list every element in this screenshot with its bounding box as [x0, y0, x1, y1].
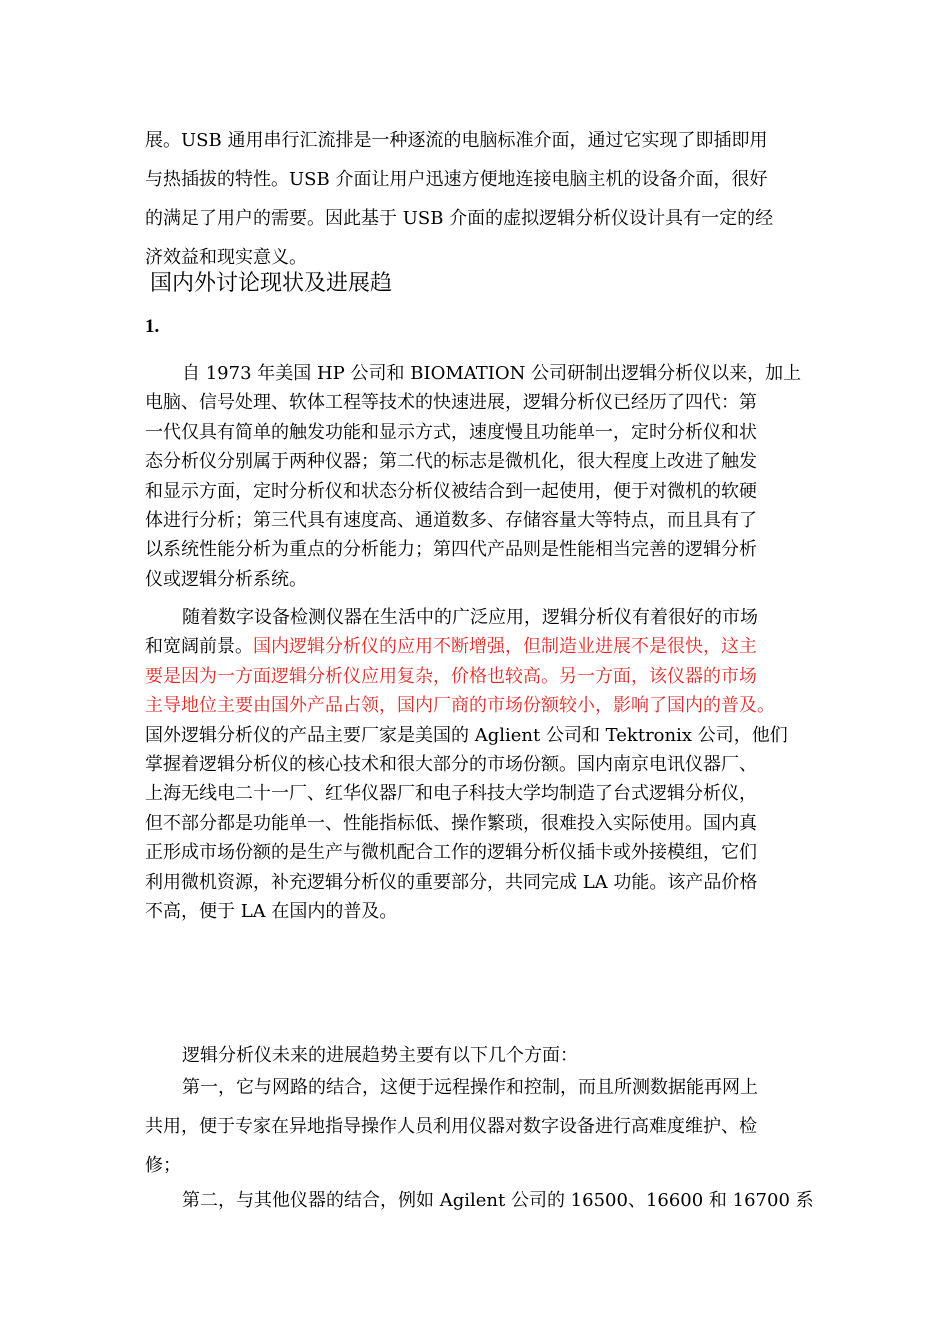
intro-paragraph: [145, 121, 815, 277]
highlighted-text: 国内逻辑分析仪的应用不断增强，但制造业进展不是很快，这主: [253, 636, 757, 658]
paragraph-line: 第一，它与网路的结合，这便于远程操作和控制，而且所测数据能再网上: [182, 1077, 758, 1098]
paragraph-line: 正形成市场份额的是生产与微机配合工作的逻辑分析仪插卡或外接模组，它们: [145, 842, 757, 864]
paragraph-line: 利用微机资源，补充逻辑分析仪的重要部分，共同完成 LA 功能。该产品价格: [145, 871, 758, 893]
paragraph-line: 不高，便于 LA 在国内的普及。: [145, 901, 398, 923]
trend-first-paragraph: [145, 1068, 815, 1185]
paragraph-line: 国外逻辑分析仪的产品主要厂家是美国的 Aglient 公司和 Tektronix 公司，他们: [145, 724, 788, 746]
paragraph-line: 共用，便于专家在异地指导操作人员利用仪器对数字设备进行高难度维护、检: [145, 1116, 757, 1137]
paragraph-line: 和显示方面，定时分析仪和状态分析仪被结合到一起使用，便于对微机的软硬: [145, 480, 757, 502]
intro-line: 展。USB 通用串行汇流排是一种逐流的电脑标准介面，通过它实现了即插即用: [145, 130, 768, 151]
intro-line: 的满足了用户的需要。因此基于 USB 介面的虚拟逻辑分析仪设计具有一定的经: [145, 208, 774, 229]
intro-line: 济效益和现实意义。: [145, 247, 307, 268]
paragraph-line: 自 1973 年美国 HP 公司和 BIOMATION 公司研制出逻辑分析仪以来，加上: [182, 363, 802, 384]
paragraph-line: 随着数字设备检测仪器在生活中的广泛应用，逻辑分析仪有着很好的市场: [182, 607, 758, 628]
paragraph-line: 以系统性能分析为重点的分析能力；第四代产品则是性能相当完善的逻辑分析: [145, 539, 757, 561]
trend-intro: 逻辑分析仪未来的进展趋势主要有以下几个方面：: [182, 1045, 578, 1066]
paragraph-line: 电脑、信号处理、软体工程等技术的快速进展，逻辑分析仪已经历了四代：第: [145, 392, 757, 414]
highlighted-line: 要是因为一方面逻辑分析仪应用复杂，价格也较高。另一方面，该仪器的市场: [145, 665, 757, 687]
highlighted-line: 主导地位主要由国外产品占领，国内厂商的市场份额较小，影响了国内的普及。: [145, 695, 775, 717]
paragraph-line: 上海无线电二十一厂、红华仪器厂和电子科技大学均制造了台式逻辑分析仪，: [145, 783, 757, 805]
paragraph-line: 体进行分析；第三代具有速度高、通道数多、存储容量大等特点，而且具有了: [145, 510, 757, 532]
paragraph-line: [145, 632, 815, 661]
paragraph-line: 但不部分都是功能单一、性能指标低、操作繁琐，很难投入实际使用。国内真: [145, 812, 757, 834]
history-paragraph: [145, 359, 815, 594]
section-heading: 国内外讨论现状及进展趋: [150, 271, 393, 296]
paragraph-line: 态分析仪分别属于两种仪器；第二代的标志是微机化，很大程度上改进了触发: [145, 451, 757, 473]
paragraph-line: 掌握着逻辑分析仪的核心技术和很大部分的市场份额。国内南京电讯仪器厂、: [145, 754, 757, 776]
paragraph-line: 仪或逻辑分析系统。: [145, 568, 307, 590]
market-paragraph: [145, 603, 815, 926]
trend-second-paragraph: 第二，与其他仪器的结合，例如 Agilent 公司的 16500、16600 和 16700 系: [182, 1190, 814, 1211]
paragraph-text: 和宽阔前景。: [145, 636, 253, 658]
paragraph-line: 一代仅具有简单的触发功能和显示方式，速度慢且功能单一，定时分析仪和状: [145, 421, 757, 443]
section-number: 1.: [145, 316, 160, 337]
paragraph-line: 修；: [145, 1155, 181, 1176]
intro-line: 与热插拔的特性。USB 介面让用户迅速方便地连接电脑主机的设备介面，很好: [145, 169, 768, 190]
